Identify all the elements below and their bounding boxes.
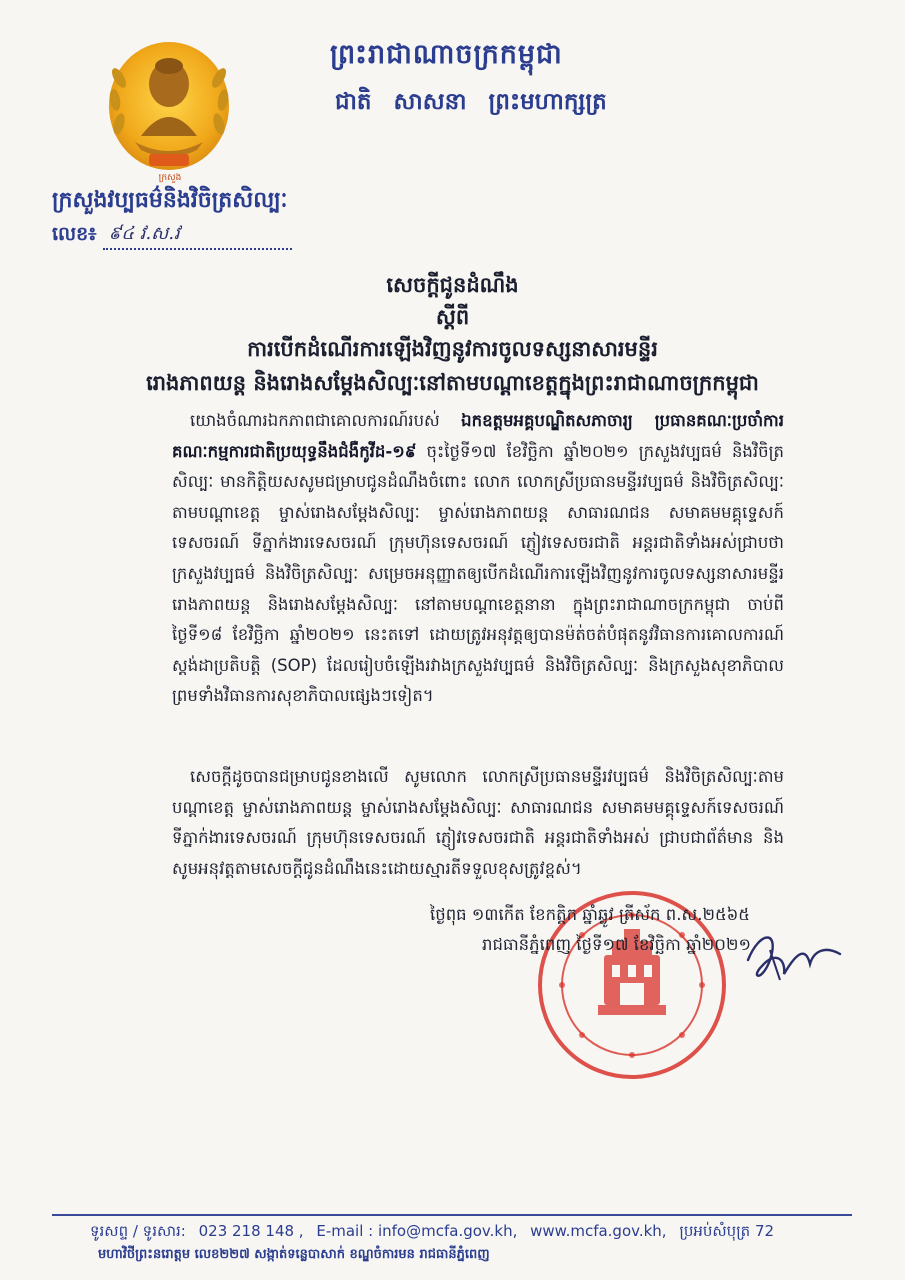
paragraph-1-text: ចុះថ្ងៃទី១៧ ខែវិច្ឆិកា ឆ្នាំ២០២១ ក្រសួងវប្បធម៌ និងវិចិត្រសិល្បៈ មានកិត្តិយសសូមជម្រាបជូនដំណឹងចំពោះ លោក លោកស្រីប្រធានមន្ទីរវប្បធម៌ និងវិចិត្រសិល្បៈតាមបណ្តាខេត្ត ម្ចាស់រោងសម្តែងសិល្បៈ ម្ចាស់រោងភាពយន្ត សាធារណជន សមាគមមគ្គុទ្ទេសក៍ទេសចរណ៍ ទីភ្នាក់ងារទេសចរណ៍ ក្រុមហ៊ុនទេសចរណ៍ ភ្ញៀវទេសចរជាតិ អន្តរជាតិទាំងអស់ជ្រាបថា ក្រសួងវប្បធម៌ និងវិចិត្រសិល្បៈ សម្រេចអនុញ្ញាតឲ្យបើកដំណើរការឡើងវិញនូវការចូលទស្សនាសារមន្ទីរ រោងភាពយន្ត និងរោងសម្តែងសិល្បៈ នៅតាមបណ្តាខេត្តនានា ក្នុងព្រះរាជាណាចក្រកម្ពុជា ចាប់ពីថ្ងៃទី១៨ ខែវិច្ឆិកា ឆ្នាំ២០២១ នេះតទៅ ដោយត្រូវអនុវត្តឲ្យបានម៉ត់ចត់បំផុតនូវវិធានការគោលការណ៍ស្តង់ដាប្រតិបត្តិ (SOP) ដែលរៀបចំឡើងរវាងក្រសួងវប្បធម៌ និងវិចិត្រសិល្បៈ និងក្រសួងសុខាភិបាល ព្រមទាំងវិធានការសុខាភិបាលផ្សេងៗទៀត។	[172, 441, 785, 706]
reference-number-line	[52, 222, 292, 250]
reference-label: លេខ៖	[52, 223, 97, 245]
national-motto: ជាតិ សាសនា ព្រះមហាក្សត្រ	[335, 88, 607, 115]
notice-subject-line-1: ការបើកដំណើរការឡើងវិញនូវការចូលទស្សនាសារមន្ទីរ	[247, 336, 658, 361]
handwritten-signature	[740, 920, 850, 1000]
footer-contact-line	[90, 1222, 830, 1244]
footer-contact-label: ទូរសព្ទ / ទូរសារ:	[90, 1222, 186, 1240]
ministry-logo-emblem	[105, 38, 233, 178]
paragraph-1-lead: យោងចំណារឯកភាពជាគោលការណ៍របស់	[190, 411, 440, 430]
footer-divider	[52, 1214, 852, 1216]
footer-address: មហាវិថីព្រះនរោត្តម លេខ២២៧ សង្កាត់ទន្លេបាសាក់ ខណ្ឌចំការមន រាជធានីភ្នំពេញ	[98, 1247, 490, 1262]
solar-date-line: រាជធានីភ្នំពេញ ថ្ងៃទី១៧ ខែវិច្ឆិកា ឆ្នាំ២០២១	[482, 935, 751, 954]
lunar-date-line: ថ្ងៃពុធ ១៣កើត ខែកត្តិក ឆ្នាំឆ្លូវ ត្រីស័ក ព.ស.២៥៦៥	[430, 905, 750, 924]
body-paragraph-1	[172, 406, 784, 712]
footer-phone: 023 218 148 ,	[198, 1222, 304, 1240]
kingdom-title: ព្រះរាជាណាចក្រកម្ពុជា	[330, 39, 563, 70]
body-paragraph-2	[172, 762, 784, 884]
reference-number: ៩៤ វ.ស.វ	[103, 221, 292, 250]
logo-caption: ក្រសួង	[158, 173, 182, 183]
paragraph-2-text: សេចក្តីដូចបានជម្រាបជូនខាងលើ សូមលោក លោកស្រីប្រធានមន្ទីរវប្បធម៌ និងវិចិត្រសិល្បៈតាមបណ្តាខេត្ត ម្ចាស់រោងភាពយន្ត ម្ចាស់រោងសម្តែងសិល្បៈ សាធារណជន សមាគមមគ្គុទ្ទេសក៍ទេសចរណ៍ ទីភ្នាក់ងារទេសចរណ៍ ក្រុមហ៊ុនទេសចរណ៍ ភ្ញៀវទេសចរជាតិ អន្តរជាតិទាំងអស់ ជ្រាបជាព័ត៌មាន និងសូមអនុវត្តតាមសេចក្តីជូនដំណឹងនេះដោយស្មារតីទទួលខុសត្រូវខ្ពស់។	[172, 767, 784, 878]
notice-subject-line-2: រោងភាពយន្ត និងរោងសម្តែងសិល្បៈនៅតាមបណ្តាខេត្តក្នុងព្រះរាជាណាចក្រកម្ពុជា	[146, 370, 759, 395]
notice-subheading: ស្តីពី	[435, 304, 470, 329]
paragraph-1-authority: ឯកឧត្តមអគ្គបណ្ឌិតសភាចារ្យ ប្រធានគណៈប្រចាំការគណៈកម្មការជាតិប្រយុទ្ធនឹងជំងឺកូវីដ-១៩	[172, 411, 784, 461]
notice-heading: សេចក្តីជូនដំណឹង	[386, 272, 519, 297]
ministry-name: ក្រសួងវប្បធម៌និងវិចិត្រសិល្បៈ	[52, 187, 288, 213]
footer-website: www.mcfa.gov.kh,	[530, 1222, 667, 1240]
footer-po-box: ប្រអប់សំបុត្រ 72	[679, 1222, 775, 1240]
footer-email: E-mail : info@mcfa.gov.kh,	[316, 1222, 518, 1240]
notice-title-block	[60, 268, 845, 400]
